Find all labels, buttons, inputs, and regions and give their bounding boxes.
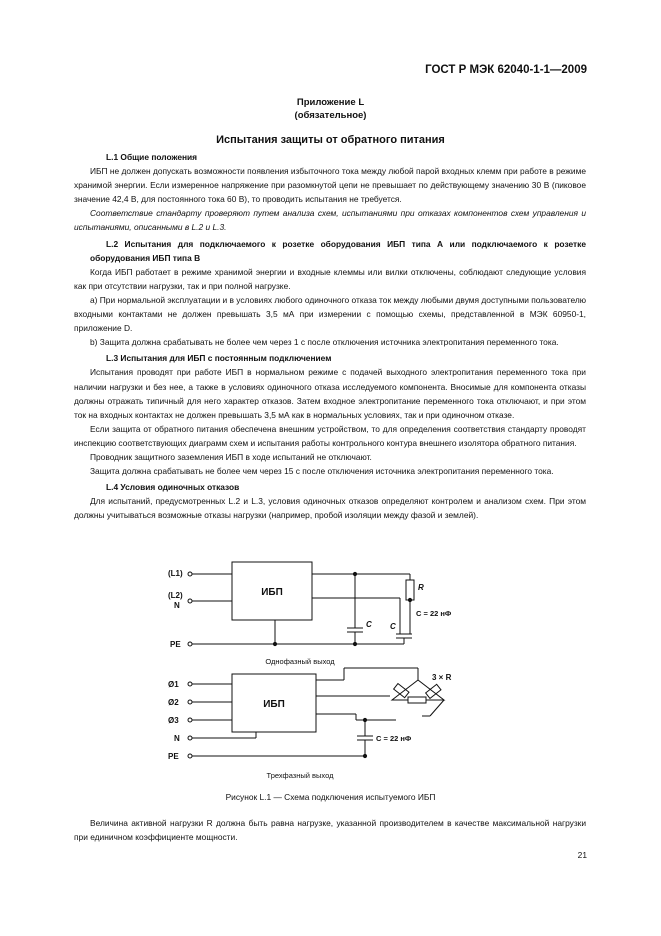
l3-paragraph-4: Защита должна срабатывать не более чем через 15 с после отключения источника электропитания переменного тока. [90,466,554,477]
label-c-value-three: C = 22 нФ [376,734,412,743]
l3-paragraph-2: Если защита от обратного питания обеспечена внешним устройством, то для определения соответствия стандарту проводят инспекцию соответствующих диаграмм схем и испытания работы контрольного контура внешнего изолятора обратного питания. [74,423,586,448]
l2-heading: L.2 Испытания для подключаемого к розетке оборудования ИБП типа А или подключаемого к розетке оборудования ИБП типа В [90,238,586,263]
label-n-single: N [174,601,180,610]
label-pe-three: PE [168,752,179,761]
label-3r: 3 × R [432,673,452,682]
appendix-heading [0,96,661,122]
label-phase-3: Ø3 [168,716,179,725]
label-l1: (L1) [168,569,183,578]
page-number: 21 [577,850,587,860]
appendix-title: Приложение L [296,97,365,108]
appendix-status: (обязательное) [294,110,367,121]
l2-paragraph-1: Когда ИБП работает в режиме хранимой энергии и входные клеммы или вилки отключены, соблюдают следующие условия как при отсутствии нагрузки, так и при полной нагрузке. [74,266,586,291]
section-title: Испытания защиты от обратного питания [216,134,445,146]
l4-heading: L.4 Условия одиночных отказов [106,482,240,493]
resistor-r [406,580,414,600]
l1-paragraph-1: ИБП не должен допускать возможности появления избыточного тока между любой парой входных клемм при работе в режиме хранимой энергии. Если измеренное напряжение при разомкнутой цепи не превышает по действующему значению 30 В (пиковое значение 42,4 В, для постоянного тока 60 В), то проводить испытания не требуется. [74,166,586,205]
label-c2: C [390,622,396,631]
single-phase-circuit [188,562,414,646]
l2-item-a: a) При нормальной эксплуатации и в условиях любого одиночного отказа ток между любыми двумя доступными пользователю входными контактами не должен превышать 3,5 мА при измерении с помощью схемы, представленной в МЭК 60950-1, приложение D. [74,294,586,334]
label-phase-2: Ø2 [168,698,179,707]
label-l2: (L2) [168,591,183,600]
l1-heading: L.1 Общие положения [106,152,198,162]
ups-label-three: ИБП [263,699,285,710]
l2-item-b: b) Защита должна срабатывать не более чем через 1 с после отключения источника электропитания переменного тока. [90,337,559,348]
final-text [74,816,586,844]
figure-caption: Рисунок L.1 — Схема подключения испытуемого ИБП [225,792,436,802]
label-c1: C [366,620,372,629]
l3-paragraph-1: Испытания проводят при работе ИБП в нормальном режиме с подачей выходного электропитания переменного тока при наличии нагрузки и без нее, а также в условиях одиночного отказа исследуемого компонента. Вносимые для компонента отказы должны отражать типичный для него характер отказов. Затем входное электропитание переменного тока отключают, и при этом ток на входных контактах не должен превышать 3,5 мА как в нормальных условиях, так и при одиночном отказе. [74,367,586,420]
label-phase-1: Ø1 [168,680,179,689]
l4-paragraph-1: Для испытаний, предусмотренных L.2 и L.3, условия одиночных отказов определяют контролем и анализом схем. При этом должны учитываться возможные отказы нагрузки (например, пробой изоляции между фазой и землей). [74,496,586,521]
caption-three-phase: Трехфазный выход [266,771,334,780]
label-n-three: N [174,734,180,743]
caption-single-phase: Однофазный выход [265,657,335,666]
body-text [74,150,586,522]
final-paragraph: Величина активной нагрузки R должна быть равна нагрузке, указанной производителем в качестве максимальной нагрузки при единичном коэффициенте мощности. [74,818,586,843]
circuit-diagram [160,556,460,784]
three-phase-circuit [188,668,444,758]
label-c-value-single: C = 22 нФ [416,609,452,618]
label-pe-single: PE [170,640,181,649]
l1-paragraph-2: Соответствие стандарту проверяют путем анализа схем, испытаниями при отказах компонентов схем управления и испытаниями, описанными в L.2 и L.3. [74,208,586,233]
l3-heading: L.3 Испытания для ИБП с постоянным подключением [106,353,332,364]
ups-label-single: ИБП [261,587,283,598]
document-code: ГОСТ Р МЭК 62040-1-1—2009 [425,64,587,76]
l3-paragraph-3: Проводник защитного заземления ИБП в ходе испытаний не отключают. [90,451,372,462]
label-r: R [418,583,424,592]
